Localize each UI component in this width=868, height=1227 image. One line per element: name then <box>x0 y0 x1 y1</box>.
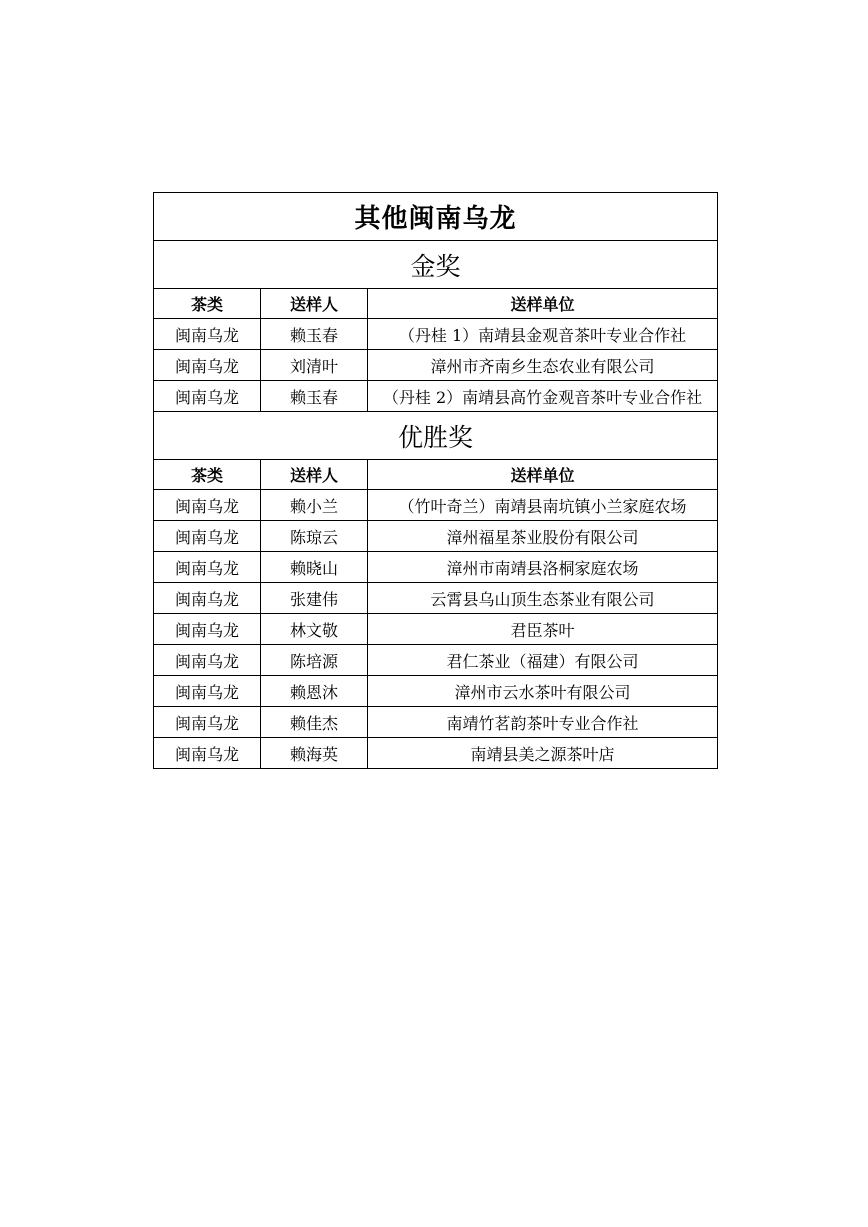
cell-tea-type: 闽南乌龙 <box>154 583 261 614</box>
cell-sender: 赖玉春 <box>261 319 368 350</box>
table-row <box>154 381 718 412</box>
cell-unit: 南靖县美之源茶叶店 <box>368 738 718 769</box>
header-sender: 送样人 <box>261 460 368 490</box>
header-unit: 送样单位 <box>368 289 718 319</box>
cell-sender: 赖佳杰 <box>261 707 368 738</box>
table-title-row <box>154 193 718 241</box>
cell-sender: 张建伟 <box>261 583 368 614</box>
cell-tea-type: 闽南乌龙 <box>154 319 261 350</box>
cell-unit: 漳州市齐南乡生态农业有限公司 <box>368 350 718 381</box>
cell-tea-type: 闽南乌龙 <box>154 350 261 381</box>
cell-unit: （丹桂 1）南靖县金观音茶叶专业合作社 <box>368 319 718 350</box>
header-row <box>154 289 718 319</box>
section-row <box>154 241 718 289</box>
cell-tea-type: 闽南乌龙 <box>154 645 261 676</box>
cell-sender: 赖恩沐 <box>261 676 368 707</box>
table-title: 其他闽南乌龙 <box>154 193 718 241</box>
table-row <box>154 521 718 552</box>
table-row <box>154 645 718 676</box>
award-table <box>153 192 718 769</box>
cell-tea-type: 闽南乌龙 <box>154 552 261 583</box>
cell-unit: 君仁茶业（福建）有限公司 <box>368 645 718 676</box>
cell-sender: 陈培源 <box>261 645 368 676</box>
cell-unit: 漳州市云水茶叶有限公司 <box>368 676 718 707</box>
cell-unit: （竹叶奇兰）南靖县南坑镇小兰家庭农场 <box>368 490 718 521</box>
cell-unit: （丹桂 2）南靖县高竹金观音茶叶专业合作社 <box>368 381 718 412</box>
cell-sender: 赖小兰 <box>261 490 368 521</box>
cell-sender: 赖海英 <box>261 738 368 769</box>
header-unit: 送样单位 <box>368 460 718 490</box>
cell-unit: 漳州福星茶业股份有限公司 <box>368 521 718 552</box>
table-row <box>154 350 718 381</box>
cell-tea-type: 闽南乌龙 <box>154 490 261 521</box>
cell-sender: 赖玉春 <box>261 381 368 412</box>
header-tea-type: 茶类 <box>154 460 261 490</box>
cell-tea-type: 闽南乌龙 <box>154 614 261 645</box>
cell-sender: 林文敬 <box>261 614 368 645</box>
table-row <box>154 490 718 521</box>
header-tea-type: 茶类 <box>154 289 261 319</box>
cell-unit: 漳州市南靖县洛桐家庭农场 <box>368 552 718 583</box>
cell-sender: 赖晓山 <box>261 552 368 583</box>
table-row <box>154 583 718 614</box>
cell-tea-type: 闽南乌龙 <box>154 707 261 738</box>
table-row <box>154 707 718 738</box>
cell-tea-type: 闽南乌龙 <box>154 738 261 769</box>
cell-unit: 君臣茶叶 <box>368 614 718 645</box>
table-row <box>154 319 718 350</box>
cell-tea-type: 闽南乌龙 <box>154 381 261 412</box>
header-row <box>154 460 718 490</box>
cell-unit: 南靖竹茗韵茶叶专业合作社 <box>368 707 718 738</box>
cell-tea-type: 闽南乌龙 <box>154 521 261 552</box>
section-title: 金奖 <box>154 241 718 289</box>
cell-sender: 陈琼云 <box>261 521 368 552</box>
award-table-body <box>154 193 718 769</box>
table-row <box>154 738 718 769</box>
table-row <box>154 614 718 645</box>
section-title: 优胜奖 <box>154 412 718 460</box>
cell-tea-type: 闽南乌龙 <box>154 676 261 707</box>
cell-sender: 刘清叶 <box>261 350 368 381</box>
header-sender: 送样人 <box>261 289 368 319</box>
table-row <box>154 676 718 707</box>
section-row <box>154 412 718 460</box>
cell-unit: 云霄县乌山顶生态茶业有限公司 <box>368 583 718 614</box>
table-row <box>154 552 718 583</box>
